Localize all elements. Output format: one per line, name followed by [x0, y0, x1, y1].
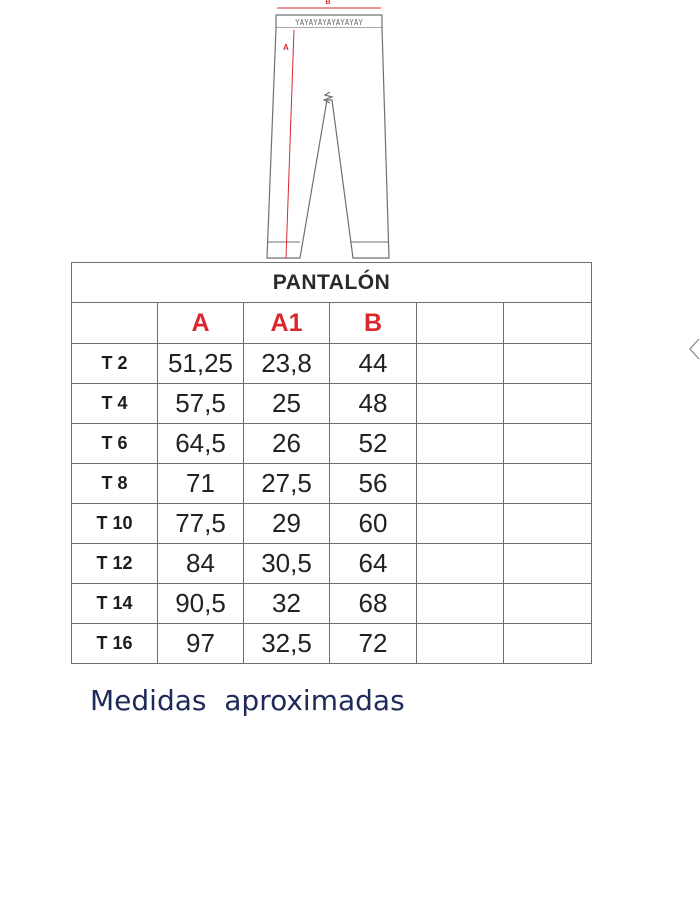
column-header-empty-2 [504, 303, 592, 344]
a1-cell: 25 [244, 384, 330, 424]
a-cell: 57,5 [158, 384, 244, 424]
b-cell: 44 [330, 344, 417, 384]
a-cell: 77,5 [158, 504, 244, 544]
b-cell: 56 [330, 464, 417, 504]
empty-cell [504, 544, 592, 584]
b-cell: 48 [330, 384, 417, 424]
a-cell: 97 [158, 624, 244, 664]
a-cell: 51,25 [158, 344, 244, 384]
approximate-measurements-caption: Medidas aproximadas [90, 684, 405, 717]
size-cell: T 14 [72, 584, 158, 624]
table-row [72, 464, 592, 504]
b-cell: 64 [330, 544, 417, 584]
b-cell: 52 [330, 424, 417, 464]
empty-cell [504, 464, 592, 504]
a-cell: 90,5 [158, 584, 244, 624]
size-table [71, 262, 592, 664]
b-cell: 72 [330, 624, 417, 664]
column-header-empty-1 [417, 303, 504, 344]
table-title-row [72, 263, 592, 303]
empty-cell [504, 504, 592, 544]
table-header-row [72, 303, 592, 344]
empty-cell [417, 464, 504, 504]
a1-cell: 23,8 [244, 344, 330, 384]
empty-cell [417, 344, 504, 384]
empty-cell [417, 624, 504, 664]
a1-cell: 32,5 [244, 624, 330, 664]
a-cell: 64,5 [158, 424, 244, 464]
column-header-b: B [330, 303, 417, 344]
a-cell: 71 [158, 464, 244, 504]
column-header-size [72, 303, 158, 344]
empty-cell [504, 344, 592, 384]
chevron-left-icon[interactable] [688, 337, 700, 361]
a1-cell: 27,5 [244, 464, 330, 504]
table-row [72, 344, 592, 384]
label-b: B [325, 0, 331, 6]
empty-cell [417, 584, 504, 624]
table-row [72, 584, 592, 624]
size-cell: T 4 [72, 384, 158, 424]
label-a: A [283, 43, 289, 52]
column-header-a1: A1 [244, 303, 330, 344]
size-cell: T 2 [72, 344, 158, 384]
table-row [72, 504, 592, 544]
empty-cell [417, 424, 504, 464]
empty-cell [504, 384, 592, 424]
size-cell: T 12 [72, 544, 158, 584]
size-cell: T 6 [72, 424, 158, 464]
trousers-diagram [250, 0, 410, 262]
size-cell: T 10 [72, 504, 158, 544]
a1-cell: 30,5 [244, 544, 330, 584]
size-cell: T 8 [72, 464, 158, 504]
empty-cell [417, 504, 504, 544]
empty-cell [504, 584, 592, 624]
a1-cell: 26 [244, 424, 330, 464]
a-cell: 84 [158, 544, 244, 584]
column-header-a: A [158, 303, 244, 344]
table-row [72, 424, 592, 464]
table-row [72, 544, 592, 584]
waistband-pattern: YAYAYAYAYAYAYAY [295, 18, 363, 27]
table-title: PANTALÓN [72, 263, 592, 303]
empty-cell [504, 424, 592, 464]
b-cell: 68 [330, 584, 417, 624]
trousers-outline [267, 28, 389, 258]
table-row [72, 384, 592, 424]
table-row [72, 624, 592, 664]
size-cell: T 16 [72, 624, 158, 664]
empty-cell [504, 624, 592, 664]
b-cell: 60 [330, 504, 417, 544]
empty-cell [417, 384, 504, 424]
empty-cell [417, 544, 504, 584]
a1-cell: 32 [244, 584, 330, 624]
a1-cell: 29 [244, 504, 330, 544]
